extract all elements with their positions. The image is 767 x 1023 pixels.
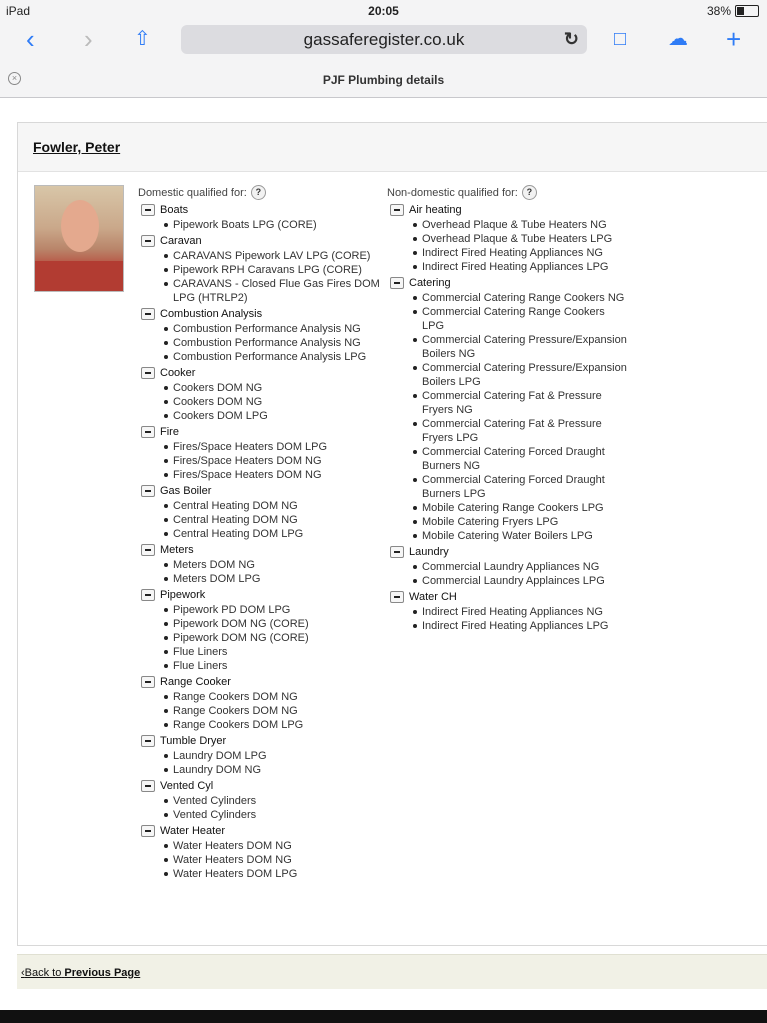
- qualification-item: Mobile Catering Fryers LPG: [411, 515, 627, 529]
- qualification-list: [162, 603, 383, 673]
- clock: 20:05: [368, 4, 399, 18]
- collapse-icon[interactable]: [390, 204, 404, 216]
- qualification-item: Cookers DOM NG: [162, 395, 383, 409]
- category-label: Laundry: [409, 546, 449, 558]
- qualification-item: Range Cookers DOM NG: [162, 704, 383, 718]
- category-label: Gas Boiler: [160, 485, 212, 497]
- back-link-prefix: Back to: [24, 967, 62, 979]
- engineer-name: Fowler, Peter: [33, 139, 121, 155]
- qualification-item: Commercial Catering Fat & Pressure Fryers LPG: [411, 417, 627, 445]
- nav-bar: [0, 22, 767, 58]
- qualification-item: Range Cookers DOM NG: [162, 690, 383, 704]
- qualification-list: [162, 749, 383, 777]
- category-label: Caravan: [160, 235, 202, 247]
- status-bar: [0, 0, 767, 20]
- category-header[interactable]: [141, 235, 383, 247]
- qualification-list: [162, 839, 383, 881]
- collapse-icon[interactable]: [141, 367, 155, 379]
- category-label: Water CH: [409, 591, 457, 603]
- browser-chrome: [0, 0, 767, 98]
- category-header[interactable]: [141, 426, 383, 438]
- address-bar[interactable]: [181, 25, 587, 54]
- collapse-icon[interactable]: [141, 825, 155, 837]
- qualification-item: Commercial Catering Pressure/Expansion Boilers NG: [411, 333, 627, 361]
- qualification-item: Cookers DOM LPG: [162, 409, 383, 423]
- share-icon[interactable]: ⇧: [134, 28, 151, 50]
- qualification-item: Commercial Laundry Appliances NG: [411, 560, 627, 574]
- qualification-item: Combustion Performance Analysis LPG: [162, 350, 383, 364]
- category-header[interactable]: [390, 546, 627, 558]
- qualification-item: Pipework DOM NG (CORE): [162, 631, 383, 645]
- qualification-list: [162, 558, 383, 586]
- category-header[interactable]: [141, 825, 383, 837]
- qualification-item: Indirect Fired Heating Appliances LPG: [411, 260, 627, 274]
- domestic-title: [138, 185, 383, 200]
- tab-bar: [0, 66, 767, 96]
- qualification-item: Indirect Fired Heating Appliances LPG: [411, 619, 627, 633]
- qualification-item: Commercial Catering Range Cookers LPG: [411, 305, 627, 333]
- collapse-icon[interactable]: [141, 589, 155, 601]
- qualification-item: Mobile Catering Water Boilers LPG: [411, 529, 627, 543]
- qualification-list: [162, 690, 383, 732]
- category-label: Tumble Dryer: [160, 735, 227, 747]
- qualification-item: Fires/Space Heaters DOM NG: [162, 468, 383, 482]
- qualification-item: Pipework DOM NG (CORE): [162, 617, 383, 631]
- category-header[interactable]: [141, 204, 383, 216]
- qualification-item: Vented Cylinders: [162, 794, 383, 808]
- qualification-item: Flue Liners: [162, 659, 383, 673]
- qualification-item: Water Heaters DOM NG: [162, 853, 383, 867]
- category-header[interactable]: [390, 204, 627, 216]
- category-label: Combustion Analysis: [160, 308, 263, 320]
- qualification-item: Commercial Catering Pressure/Expansion Boilers LPG: [411, 361, 627, 389]
- collapse-icon[interactable]: [141, 308, 155, 320]
- qualification-item: Commercial Catering Range Cookers NG: [411, 291, 627, 305]
- qualification-item: Pipework RPH Caravans LPG (CORE): [162, 263, 383, 277]
- category-header[interactable]: [141, 308, 383, 320]
- category-label: Pipework: [160, 589, 206, 601]
- qualification-list: [162, 794, 383, 822]
- qualification-list: [162, 218, 383, 232]
- qualification-item: Commercial Catering Forced Draught Burners NG: [411, 445, 627, 473]
- page-content: [0, 98, 767, 1010]
- domestic-column: [138, 185, 383, 881]
- qualification-item: Meters DOM LPG: [162, 572, 383, 586]
- back-arrow-icon[interactable]: ‹: [26, 24, 35, 54]
- category-header[interactable]: [141, 780, 383, 792]
- qualification-item: Meters DOM NG: [162, 558, 383, 572]
- qualification-item: Cookers DOM NG: [162, 381, 383, 395]
- category-header[interactable]: [141, 367, 383, 379]
- qualification-item: Commercial Catering Fat & Pressure Fryers NG: [411, 389, 627, 417]
- help-icon[interactable]: ?: [251, 185, 266, 200]
- collapse-icon[interactable]: [141, 204, 155, 216]
- engineer-card: [17, 122, 767, 946]
- battery-percent: 38%: [706, 4, 731, 18]
- collapse-icon[interactable]: [141, 735, 155, 747]
- category-label: Air heating: [409, 204, 462, 216]
- category-label: Boats: [160, 204, 189, 216]
- new-tab-icon[interactable]: +: [726, 24, 742, 54]
- qualification-item: Water Heaters DOM NG: [162, 839, 383, 853]
- qualification-item: Combustion Performance Analysis NG: [162, 336, 383, 350]
- qualification-list: [162, 249, 383, 305]
- qualification-item: Vented Cylinders: [162, 808, 383, 822]
- help-icon[interactable]: ?: [522, 185, 537, 200]
- battery-icon: [735, 5, 759, 17]
- qualification-item: Laundry DOM LPG: [162, 749, 383, 763]
- qualification-item: Central Heating DOM NG: [162, 499, 383, 513]
- card-header: [18, 123, 767, 172]
- forward-arrow-icon[interactable]: ›: [84, 24, 93, 54]
- non-domestic-title: [387, 185, 627, 200]
- qualification-list: [411, 560, 627, 588]
- qualification-item: Flue Liners: [162, 645, 383, 659]
- qualification-item: CARAVANS - Closed Flue Gas Fires DOM LPG (HTRLP2): [162, 277, 383, 305]
- category-header[interactable]: [390, 591, 627, 603]
- qualification-item: Water Heaters DOM LPG: [162, 867, 383, 881]
- qualification-item: Range Cookers DOM LPG: [162, 718, 383, 732]
- category-header[interactable]: [390, 277, 627, 289]
- qualification-item: Combustion Performance Analysis NG: [162, 322, 383, 336]
- category-label: Meters: [160, 544, 194, 556]
- collapse-icon[interactable]: [141, 676, 155, 688]
- qualification-item: Overhead Plaque & Tube Heaters NG: [411, 218, 627, 232]
- bottom-edge: [0, 1010, 767, 1023]
- cloud-icon[interactable]: ☁: [668, 28, 688, 50]
- collapse-icon[interactable]: [390, 591, 404, 603]
- bookmarks-icon[interactable]: □: [614, 28, 627, 50]
- category-label: Catering: [409, 277, 451, 289]
- status-right: [707, 4, 759, 18]
- qualification-list: [411, 291, 627, 543]
- qualification-list: [162, 381, 383, 423]
- category-label: Vented Cyl: [160, 780, 214, 792]
- qualification-item: Commercial Catering Forced Draught Burners LPG: [411, 473, 627, 501]
- qualification-item: Indirect Fired Heating Appliances NG: [411, 246, 627, 260]
- qualification-item: Commercial Laundry Applainces LPG: [411, 574, 627, 588]
- category-label: Water Heater: [160, 825, 226, 837]
- category-label: Range Cooker: [160, 676, 231, 688]
- non-domestic-column: [387, 185, 627, 633]
- tab-title[interactable]: PJF Plumbing details: [322, 73, 445, 87]
- category-header[interactable]: [141, 735, 383, 747]
- qualification-item: CARAVANS Pipework LAV LPG (CORE): [162, 249, 383, 263]
- collapse-icon[interactable]: [390, 277, 404, 289]
- category-label: Fire: [160, 426, 179, 438]
- url-text: gassaferegister.co.uk: [303, 30, 465, 49]
- footer-bar: [17, 954, 767, 989]
- category-header[interactable]: [141, 485, 383, 497]
- collapse-icon[interactable]: [141, 485, 155, 497]
- back-link[interactable]: ‹Back to Previous Page: [21, 967, 141, 979]
- qualification-item: Mobile Catering Range Cookers LPG: [411, 501, 627, 515]
- qualification-item: Laundry DOM NG: [162, 763, 383, 777]
- collapse-icon[interactable]: [390, 546, 404, 558]
- qualification-item: Indirect Fired Heating Appliances NG: [411, 605, 627, 619]
- qualification-item: Fires/Space Heaters DOM LPG: [162, 440, 383, 454]
- category-header[interactable]: [141, 676, 383, 688]
- collapse-icon[interactable]: [141, 426, 155, 438]
- non-domestic-title-text: Non-domestic qualified for:: [387, 186, 518, 199]
- qualification-list: [411, 605, 627, 633]
- category-label: Cooker: [160, 367, 196, 379]
- qualification-item: Overhead Plaque & Tube Heaters LPG: [411, 232, 627, 246]
- device-label: iPad: [6, 4, 31, 18]
- qualification-list: [162, 440, 383, 482]
- qualification-item: Fires/Space Heaters DOM NG: [162, 454, 383, 468]
- close-tab-icon[interactable]: ×: [8, 72, 21, 85]
- reload-icon[interactable]: ↻: [563, 29, 579, 49]
- qualification-item: Central Heating DOM LPG: [162, 527, 383, 541]
- category-header[interactable]: [141, 544, 383, 556]
- qualification-item: Central Heating DOM NG: [162, 513, 383, 527]
- qualification-list: [411, 218, 627, 274]
- engineer-photo: [34, 185, 124, 292]
- collapse-icon[interactable]: [141, 235, 155, 247]
- qualification-item: Pipework PD DOM LPG: [162, 603, 383, 617]
- qualification-item: Pipework Boats LPG (CORE): [162, 218, 383, 232]
- collapse-icon[interactable]: [141, 780, 155, 792]
- qualification-list: [162, 322, 383, 364]
- qualification-list: [162, 499, 383, 541]
- collapse-icon[interactable]: [141, 544, 155, 556]
- back-link-bold: Previous Page: [64, 967, 141, 979]
- category-header[interactable]: [141, 589, 383, 601]
- domestic-title-text: Domestic qualified for:: [138, 186, 247, 199]
